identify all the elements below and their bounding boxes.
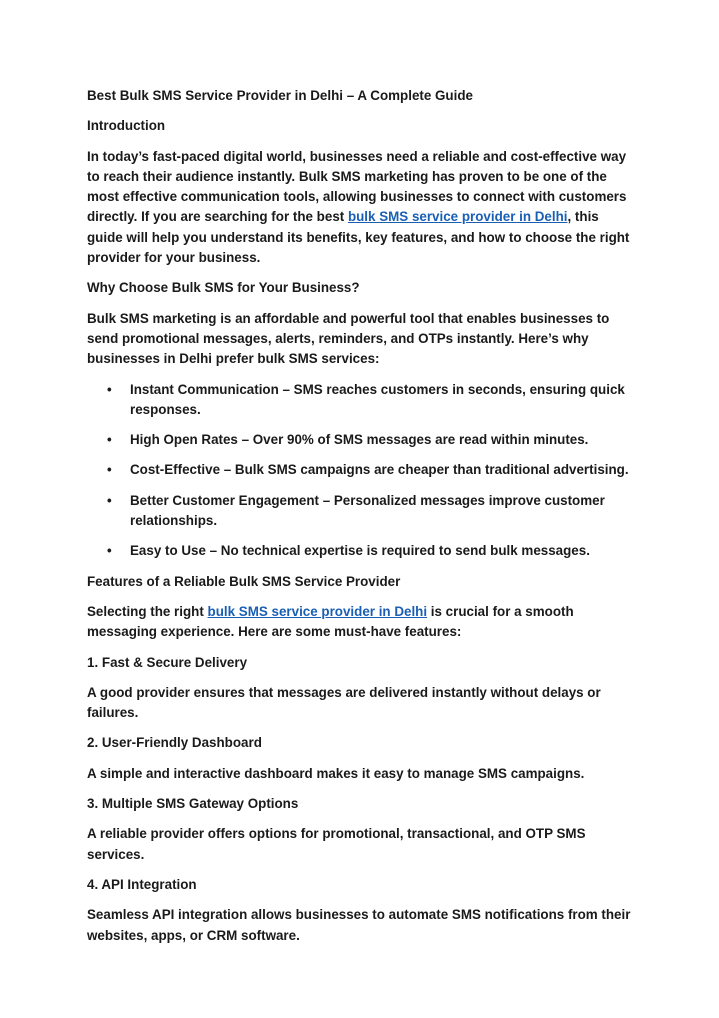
list-item [87,460,632,480]
intro-text-before: In today’s fast-paced digital world, businesses need a reliable and cost-effective way to reach their audience instantly. Bulk SMS marketing has proven to be one of the most effective communication tools, allowing businesses to connect with customers directly. If you are searching for the best [87,148,627,225]
list-item-text: Cost-Effective – Bulk SMS campaigns are cheaper than traditional advertising. [130,462,629,478]
feature-heading-fast-delivery: 1. Fast & Secure Delivery [87,654,248,670]
benefits-list [87,380,632,562]
list-item [87,430,632,450]
features-intro-text-before: Selecting the right [87,603,208,619]
intro-text-after: , this guide will help you understand its benefits, key features, and how to choose the right provider for your business. [87,209,630,266]
document-title: Best Bulk SMS Service Provider in Delhi – A Complete Guide [87,88,473,103]
list-item [87,380,632,421]
document-page [87,86,632,956]
list-item [87,541,632,561]
list-item-text: Instant Communication – SMS reaches customers in seconds, ensuring quick responses. [130,381,625,417]
feature-text-dashboard: A simple and interactive dashboard makes it easy to manage SMS campaigns. [87,765,585,781]
why-paragraph: Bulk SMS marketing is an affordable and powerful tool that enables businesses to send promotional messages, alerts, reminders, and OTPs instantly. Here’s why businesses in Delhi prefer bulk SMS services: [87,310,610,367]
list-item-text: Better Customer Engagement – Personalized messages improve customer relationships. [130,492,605,529]
feature-heading-api-integration: 4. API Integration [87,876,197,892]
features-intro-text-after: is crucial for a smooth messaging experience. Here are some must-have features: [87,603,574,640]
feature-heading-gateway-options: 3. Multiple SMS Gateway Options [87,796,299,812]
intro-heading: Introduction [87,118,166,134]
feature-text-fast-delivery: A good provider ensures that messages are delivered instantly without delays or failures. [87,684,601,721]
features-heading: Features of a Reliable Bulk SMS Service Provider [87,573,401,589]
intro-paragraph [87,147,632,269]
list-item-text: Easy to Use – No technical expertise is required to send bulk messages. [130,543,590,559]
list-item-text: High Open Rates – Over 90% of SMS messages are read within minutes. [130,432,589,448]
bullet-icon: • [107,492,112,508]
feature-text-gateway-options: A reliable provider offers options for promotional, transactional, and OTP SMS services. [87,826,586,862]
list-item [87,491,632,532]
features-provider-link[interactable]: bulk SMS service provider in Delhi [207,603,428,619]
intro-provider-link[interactable]: bulk SMS service provider in Delhi [347,209,568,225]
bullet-icon: • [107,432,112,448]
feature-text-api-integration: Seamless API integration allows businesses to automate SMS notifications from their websites, apps, or CRM software. [87,907,631,943]
why-heading: Why Choose Bulk SMS for Your Business? [87,280,360,296]
bullet-icon: • [107,543,112,559]
feature-heading-dashboard: 2. User-Friendly Dashboard [87,735,262,751]
bullet-icon: • [107,381,112,397]
features-intro-paragraph [87,602,632,643]
bullet-icon: • [107,462,112,478]
